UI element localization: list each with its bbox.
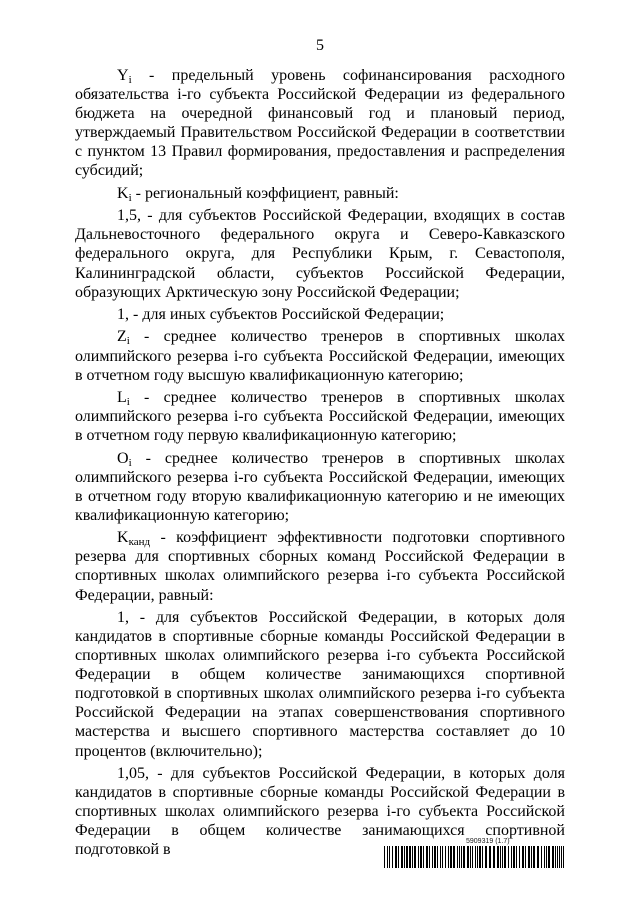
- paragraph-y-definition: [75, 66, 565, 181]
- barcode-bar: [477, 846, 478, 868]
- barcode-bar: [497, 846, 499, 868]
- definition-text: - предельный уровень софинансирования расходного обязательства i-го субъекта Российской Федерации из федерального бюджета на очередной финансовый год и плановый период, утверждаемый Правительством Российской Федерации в соответствии с пунктом 13 Правил формирования, предоставления и распределения субсидий;: [75, 67, 565, 180]
- barcode-bar: [440, 846, 441, 868]
- barcode-bar: [489, 846, 491, 868]
- paragraph-kkand-value-1: 1, - для субъектов Российской Федерации, в которых доля кандидатов в спортивные сборные команды Российской Федерации в спортивных школах олимпийского резерва i-го субъекта Российской Федерации в общем количестве занимающихся спортивной подготовкой в спортивных школах олимпийского резерва i-го субъекта Российской Федерации на этапах совершенствования спортивного мастерства и высшего спортивного мастерства составляет до 10 процентов (включительно);: [75, 608, 565, 760]
- definition-text: - среднее количество тренеров в спортивных школах олимпийского резерва i-го субъекта Российской Федерации, имеющих в отчетном году вторую квалификационную категорию и не имеющих квалификационную категорию;: [75, 449, 565, 524]
- barcode-bar: [472, 846, 473, 868]
- barcode-bar: [533, 846, 535, 868]
- barcode-bar: [482, 846, 483, 868]
- barcode-bar: [546, 846, 547, 868]
- barcode-bar: [516, 846, 517, 868]
- barcode-bar: [502, 846, 503, 868]
- symbol: Z: [117, 328, 127, 346]
- barcode-bar: [450, 846, 452, 868]
- paragraph-o-definition: [75, 449, 565, 525]
- barcode-bar: [412, 846, 413, 868]
- barcode-bar: [398, 846, 399, 868]
- barcode-bar: [414, 846, 416, 868]
- barcode-bar: [561, 846, 562, 868]
- barcode-bar: [544, 846, 545, 868]
- barcode-bar: [493, 846, 495, 868]
- symbol-subscript: i: [126, 335, 130, 348]
- barcode-bar: [504, 846, 506, 868]
- document-body: [75, 66, 565, 863]
- definition-text: - региональный коэффициент, равный:: [131, 184, 399, 202]
- barcode-bar: [557, 846, 558, 868]
- barcode-bar: [479, 846, 481, 868]
- barcode-bar: [537, 846, 539, 868]
- barcode-bar: [470, 846, 471, 868]
- barcode-bar: [548, 846, 550, 868]
- barcode-bar: [387, 846, 388, 868]
- barcode-bar: [513, 846, 515, 868]
- symbol: K: [117, 529, 129, 547]
- barcode-bar: [384, 846, 385, 868]
- barcode-bar: [461, 846, 462, 868]
- barcode-bar: [528, 846, 530, 868]
- document-stamp: 5909319 (1.7): [466, 838, 510, 845]
- barcode-bar: [485, 846, 487, 868]
- paragraph-k-value-1: 1, - для иных субъектов Российской Федерации;: [117, 306, 445, 324]
- barcode-bar: [500, 846, 501, 868]
- symbol: O: [117, 449, 129, 467]
- barcode-bar: [426, 846, 428, 868]
- paragraph-k-value-1-5: 1,5, - для субъектов Российской Федерации, входящих в состав Дальневосточного федерального округа и Северо-Кавказского федерального округа, для Республики Крым, г. Севастополя, Калининградской области, субъектов Российской Федерации, образующих Арктическую зону Российской Федерации;: [75, 207, 565, 301]
- definition-text: - среднее количество тренеров в спортивных школах олимпийского резерва i-го субъекта Российской Федерации, имеющих в отчетном году первую квалификационную категорию;: [75, 388, 565, 445]
- barcode-bar: [555, 846, 556, 868]
- barcode-bar: [389, 846, 390, 868]
- symbol-subscript: i: [128, 456, 132, 469]
- barcode-bar: [442, 846, 443, 868]
- barcode-bar: [429, 846, 430, 868]
- symbol: Y: [117, 67, 129, 84]
- symbol: K: [117, 184, 129, 202]
- barcode-bar: [519, 846, 520, 868]
- page-number: 5: [316, 37, 324, 54]
- barcode-bar: [457, 846, 458, 868]
- barcode-bar: [459, 846, 460, 868]
- barcode-bar: [445, 846, 446, 868]
- definition-text: - коэффициент эффективности подготовки спортивного резерва для спортивных сборных команд Российской Федерации в спортивных школах олимпийского резерва i-го субъекта Российской Федерации, равный:: [75, 529, 565, 604]
- barcode-bar: [448, 846, 449, 868]
- barcode-bar: [531, 846, 532, 868]
- barcode-bar: [395, 846, 397, 868]
- paragraph-l-definition: [75, 388, 565, 445]
- symbol: L: [117, 388, 127, 406]
- barcode-bar: [420, 846, 422, 868]
- barcode-bar: [541, 846, 542, 868]
- barcode-bar: [559, 846, 560, 868]
- barcode-bar: [401, 846, 403, 868]
- barcode-bar: [563, 846, 564, 868]
- barcode-bar: [434, 846, 436, 868]
- barcode-bar: [467, 846, 469, 868]
- barcode-bar: [418, 846, 419, 868]
- symbol-subscript: канд: [128, 536, 151, 549]
- symbol-subscript: i: [128, 74, 132, 86]
- barcode-bar: [552, 846, 554, 868]
- paragraph-z-definition: [75, 327, 565, 384]
- barcode-bar: [525, 846, 526, 868]
- barcode-bar: [511, 846, 512, 868]
- paragraph-kkand-definition: [75, 528, 565, 604]
- barcode-bar: [463, 846, 465, 868]
- barcode-bar: [522, 846, 524, 868]
- barcode-bar: [406, 846, 408, 868]
- definition-text: - среднее количество тренеров в спортивных школах олимпийского резерва i-го субъекта Российской Федерации, имеющих в отчетном году высшую квалификационную категорию;: [75, 328, 565, 384]
- symbol-subscript: i: [128, 191, 132, 204]
- barcode-bar: [508, 846, 509, 868]
- paragraph-kkand-value-1-05: 1,05, - для субъектов Российской Федерации, в которых доля кандидатов в спортивные сборные команды Российской Федерации в спортивных школах олимпийского резерва i-го субъекта Российской Федерации в общем количестве занимающихся спортивной подготовкой в: [75, 764, 565, 859]
- paragraph-k-definition: [75, 184, 565, 203]
- barcode-icon: [384, 846, 564, 868]
- barcode-bar: [404, 846, 405, 868]
- barcode-bar: [409, 846, 411, 868]
- barcode-bar: [437, 846, 438, 868]
- barcode-bar: [423, 846, 424, 868]
- barcode-bar: [392, 846, 393, 868]
- barcode-bar: [432, 846, 433, 868]
- symbol-subscript: i: [126, 395, 130, 408]
- barcode-bar: [475, 846, 476, 868]
- barcode-bar: [453, 846, 455, 868]
